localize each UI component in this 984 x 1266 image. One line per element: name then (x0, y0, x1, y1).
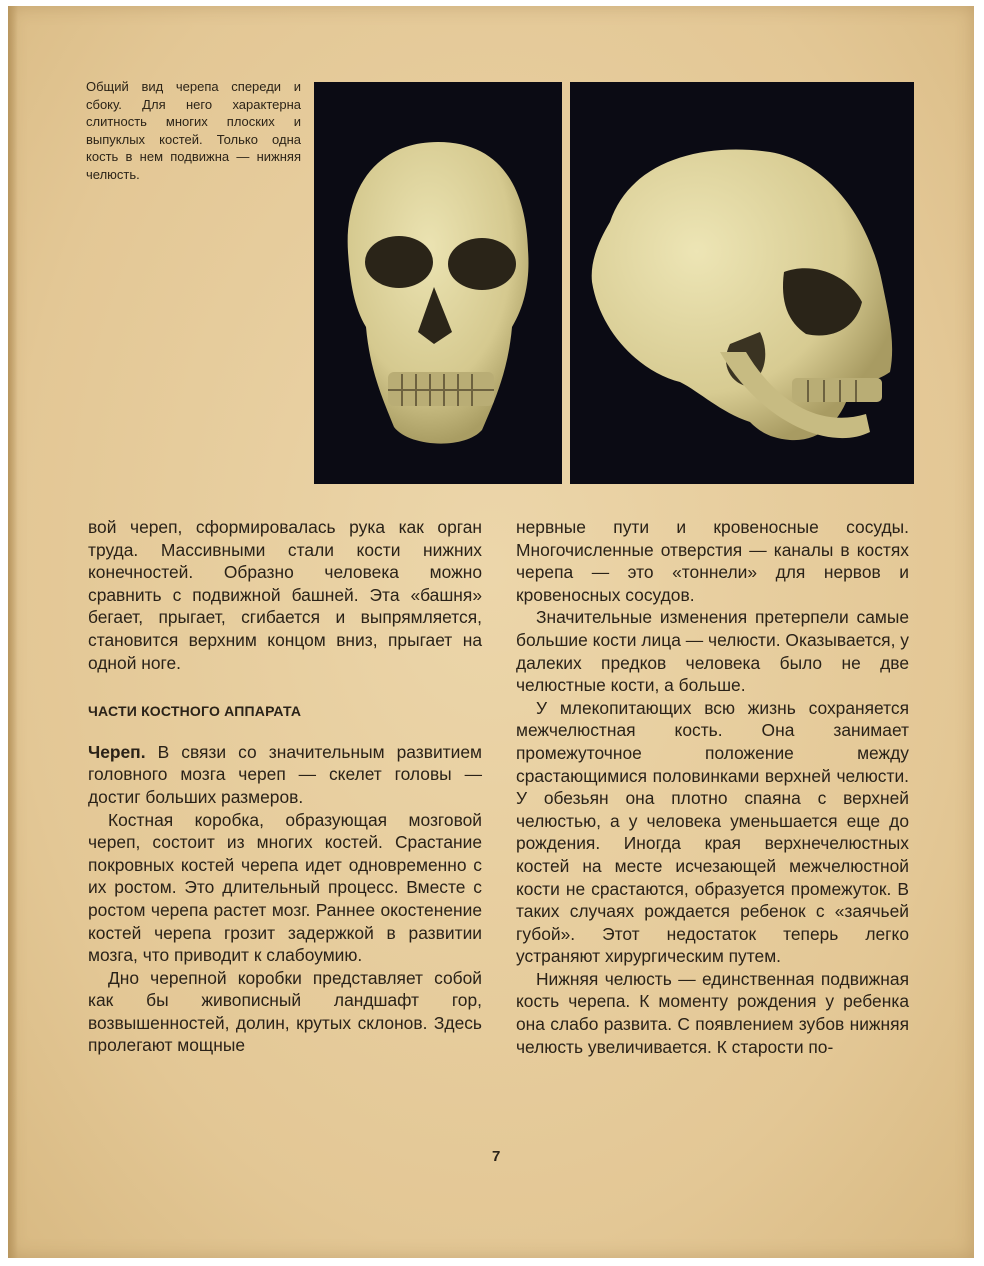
figure-caption: Общий вид черепа спереди и сбоку. Для него характерна слитность многих плоских и выпуклых костей. Только одна кость в нем подвижна — нижняя челюсть. (86, 79, 301, 182)
skull-side-illustration (570, 82, 914, 484)
paragraph-text: В связи со значительным развитием головного мозга череп — скелет головы — достиг больших размеров. (88, 741, 482, 807)
page-spine-shadow (8, 6, 18, 1258)
paragraph: нервные пути и кровеносные сосуды. Многочисленные отверстия — каналы в костях черепа — это «тоннели» для нервов и кровеносных сосудов. (516, 517, 909, 605)
section-heading: ЧАСТИ КОСТНОГО АППАРАТА (88, 703, 302, 720)
paragraph: Значительные изменения претерпели самые большие кости лица — челюсти. Оказывается, у далеких предков человека было не две челюстные кости, а больше. (516, 607, 909, 696)
text-column-right (516, 516, 909, 1058)
page-number: 7 (492, 1148, 501, 1165)
skull-side-photo (570, 82, 914, 484)
term-skull: Череп. (88, 741, 146, 762)
skull-front-photo (314, 82, 562, 484)
paragraph: У млекопитающих всю жизнь сохраняется межчелюстная кость. Она занимает промежуточное положение между срастающимися половинками верхней челюсти. У обезьян она плотно спаяна с верхней челюстью, а у человека уменьшается еще до рождения. Иногда края верхнечелюстных костей на месте исчезающей межчелюстной кости не срастаются, образуется промежуток. В таких случаях рождается ребенок с «заячьей губой». Этот недостаток теперь легко устраняют хирургическим путем. (516, 697, 909, 967)
paragraph: Дно черепной коробки представляет собой как бы живописный ландшафт гор, возвышенностей, долин, крутых склонов. Здесь пролегают мощные (88, 967, 482, 1056)
paragraph: Нижняя челюсть — единственная подвижная кость черепа. К моменту рождения у ребенка она слабо развита. С появлением зубов нижняя челюсть увеличивается. К старости по- (516, 968, 909, 1057)
skull-front-illustration (314, 82, 562, 484)
text-column-left (88, 516, 482, 1057)
paragraph: Костная коробка, образующая мозговой череп, состоит из многих костей. Срастание покровных костей черепа идет одновременно с их ростом. Это длительный процесс. Вместе с ростом черепа растет мозг. Раннее окостенение костей черепа грозит задержкой в развитии мозга, что приводит к слабоумию. (88, 809, 482, 966)
book-page (8, 6, 974, 1258)
paragraph: вой череп, сформировалась рука как орган труда. Массивными стали кости нижних конечностей. Образно человека можно сравнить с подвижной башней. Эта «башня» бегает, прыгает, сгибается и выпрямляется, становится верхним концом вниз, прыгает на одной ноге. (88, 517, 482, 673)
paragraph-skull (88, 741, 482, 809)
